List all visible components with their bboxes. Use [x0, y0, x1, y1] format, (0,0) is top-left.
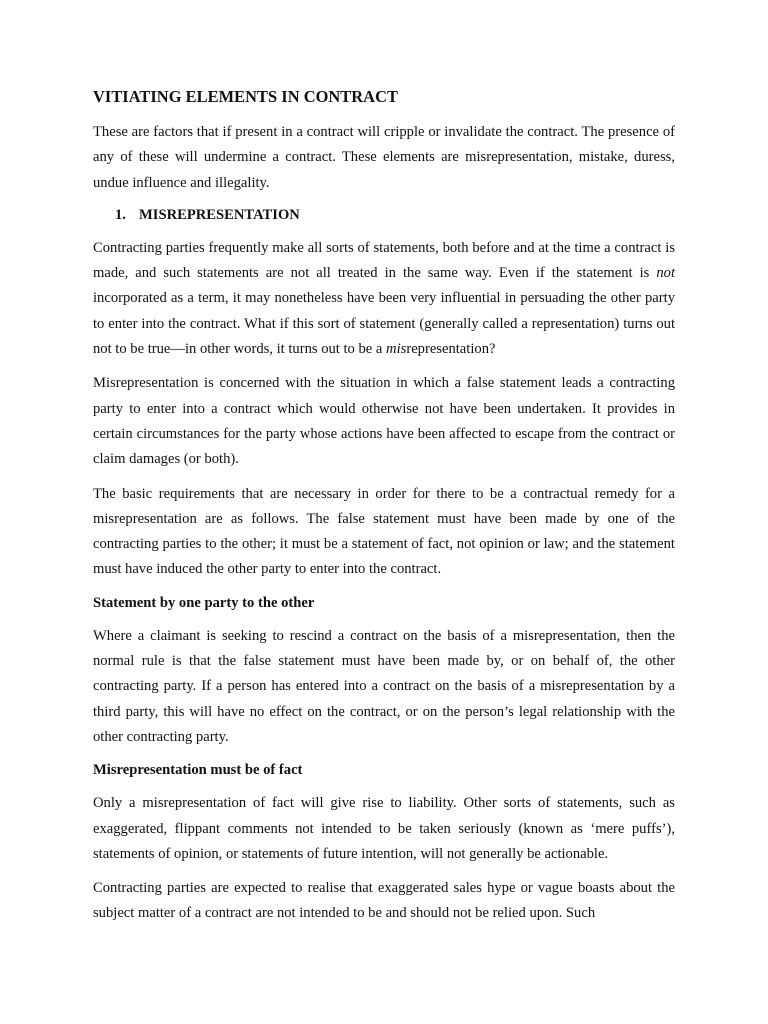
- section-number: 1.: [115, 206, 126, 223]
- subheading-must-be-of-fact: Misrepresentation must be of fact: [93, 762, 303, 779]
- p1-text-a: Contracting parties frequently make all sorts of statements, both before and at the time a contract is made, and such statements are not all treated in the same way. Even if the statement is: [93, 239, 675, 282]
- document-title: VITIATING ELEMENTS IN CONTRACT: [93, 87, 398, 106]
- p1-emphasis-not: not: [656, 265, 675, 282]
- p1-text-b: incorporated as a term, it may nonetheless have been very influential in persuading the other party to enter into the contract. What if this sort of statement (generally called a representation) turns out not to be true—in other words, it turns out to be a: [93, 290, 675, 358]
- p1-text-c: representation?: [406, 341, 496, 358]
- misrepresentation-paragraph-3: The basic requirements that are necessary in order for there to be a contractual remedy for a misrepresentation are as follows. The false statement must have been made by one of the contracting parties to the other; it must be a statement of fact, not opinion or law; and the statement must have induced the other party to enter into the contract.: [93, 485, 675, 578]
- statement-by-one-party-paragraph: Where a claimant is seeking to rescind a contract on the basis of a misrepresentation, then the normal rule is that the false statement must have been made by, or on behalf of, the other contracting party. If a person has entered into a contract on the basis of a misrepresentation by a third party, this will have no effect on the contract, or on the person’s legal relationship with the other contracting party.: [93, 627, 675, 745]
- p1-emphasis-mis: mis: [386, 341, 407, 358]
- subheading-statement-by-one-party: Statement by one party to the other: [93, 594, 315, 611]
- section-title: MISREPRESENTATION: [139, 206, 300, 223]
- intro-paragraph: These are factors that if present in a contract will cripple or invalidate the contract. The presence of any of these will undermine a contract. These elements are misrepresentation, mistake, duress, undue influence and illegality.: [93, 124, 675, 191]
- must-be-of-fact-paragraph-1: Only a misrepresentation of fact will give rise to liability. Other sorts of statements, such as exaggerated, flippant comments not intended to be taken seriously (known as ‘mere puffs’), statements of opinion, or statements of future intention, will not generally be actionable.: [93, 795, 675, 862]
- document-page: [93, 86, 675, 936]
- misrepresentation-paragraph-1: [93, 236, 675, 362]
- misrepresentation-paragraph-2: Misrepresentation is concerned with the situation in which a false statement leads a contracting party to enter into a contract which would otherwise not have been undertaken. It provides in certain circumstances for the party whose actions have been affected to escape from the contract or claim damages (or both).: [93, 375, 675, 468]
- section-heading-misrepresentation: [115, 203, 675, 228]
- must-be-of-fact-paragraph-2: Contracting parties are expected to realise that exaggerated sales hype or vague boasts about the subject matter of a contract are not intended to be and should not be relied upon. Such: [93, 880, 675, 922]
